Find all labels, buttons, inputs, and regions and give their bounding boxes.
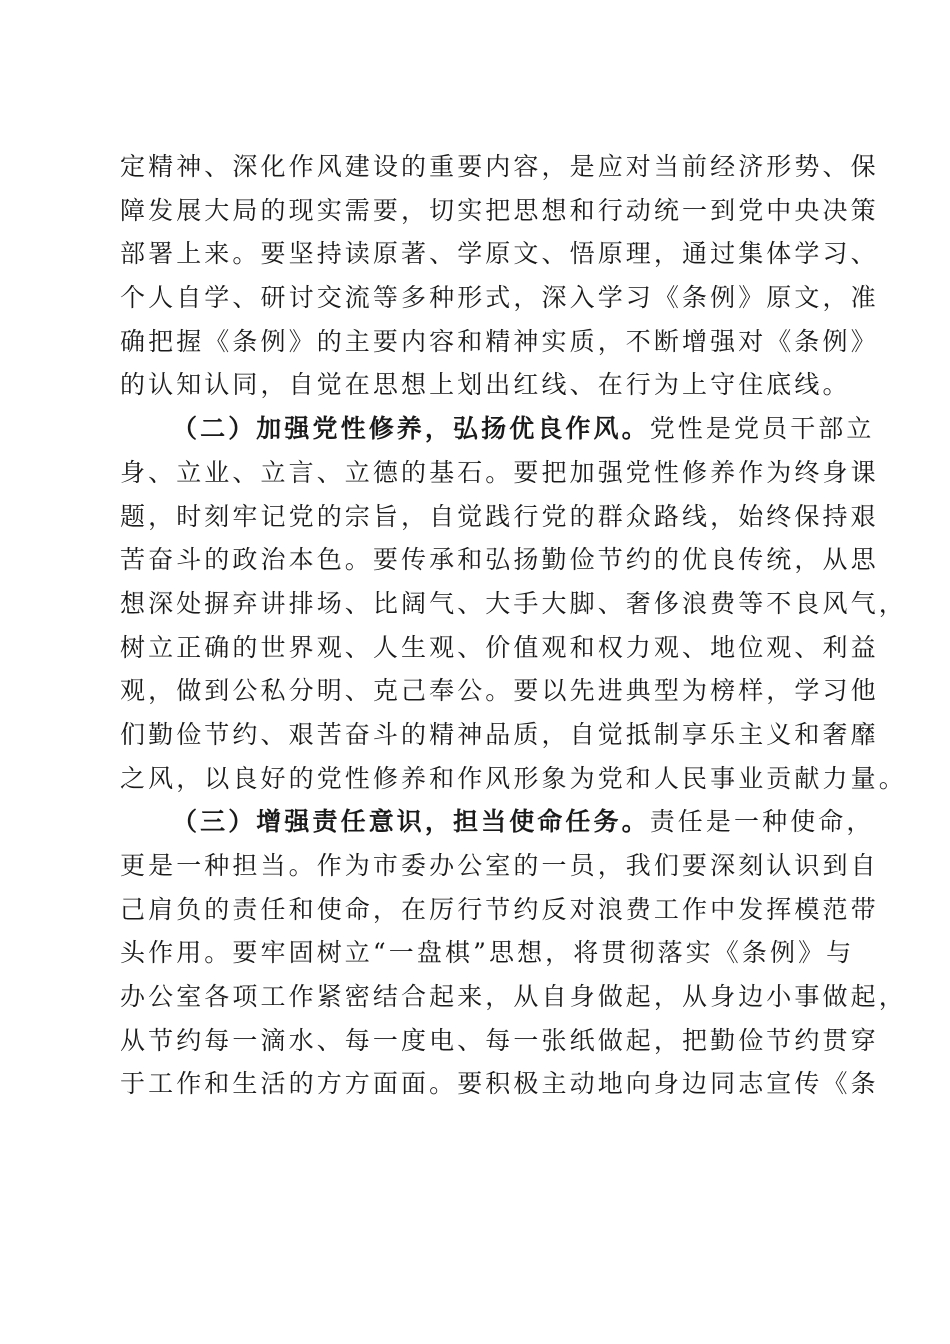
body-line: 更是一种担当。作为市委办公室的一员，我们要深刻认识到自 [120,851,879,880]
body-line: 个人自学、研讨交流等多种形式，深入学习《条例》原文，准 [120,283,879,313]
body-line: 头作用。要牢固树立“一盘棋”思想，将贯彻落实《条例》与 [120,938,855,968]
body-line: 己肩负的责任和使命，在厉行节约反对浪费工作中发挥模范带 [120,894,879,924]
body-line: 们勤俭节约、艰苦奋斗的精神品质，自觉抵制享乐主义和奢靡 [120,719,879,749]
body-line: 于工作和生活的方方面面。要积极主动地向身边同志宣传《条 [120,1069,879,1099]
section-heading-2: （二）加强党性修养，弘扬优良作风。 [172,414,650,444]
body-line: 的认知认同，自觉在思想上划出红线、在行为上守住底线。 [120,370,851,400]
body-line: 想深处摒弃讲排场、比阔气、大手大脚、奢侈浪费等不良风气， [120,588,907,618]
body-line: 苦奋斗的政治本色。要传承和弘扬勤俭节约的优良传统，从思 [120,545,879,575]
body-line: 办公室各项工作紧密结合起来，从自身做起，从身边小事做起， [120,982,907,1012]
body-line: 题，时刻牢记党的宗旨，自觉践行党的群众路线，始终保持艰 [120,501,879,531]
body-line: 障发展大局的现实需要，切实把思想和行动统一到党中央决策 [120,195,879,225]
body-text: 责任是一种使命， [649,807,875,837]
body-line: 从节约每一滴水、每一度电、每一张纸做起，把勤俭节约贯穿 [120,1025,879,1055]
body-line: 定精神、深化作风建设的重要内容，是应对当前经济形势、保 [120,152,879,181]
body-line: 身、立业、立言、立德的基石。要把加强党性修养作为终身课 [120,457,879,487]
section-heading-3: （三）增强责任意识，担当使命任务。 [172,807,650,837]
body-line: 之风，以良好的党性修养和作风形象为党和人民事业贡献力量。 [120,763,907,793]
body-line: 树立正确的世界观、人生观、价值观和权力观、地位观、利益 [120,632,879,662]
section-heading-line [120,407,875,451]
body-line: 观，做到公私分明、克己奉公。要以先进典型为榜样，学习他 [120,676,879,706]
body-line: 部署上来。要坚持读原著、学原文、悟原理，通过集体学习、 [120,239,879,269]
body-text: 党性是党员干部立 [649,414,875,444]
section-heading-line [120,800,875,844]
document-body [120,145,907,1106]
body-line: 确把握《条例》的主要内容和精神实质，不断增强对《条例》 [120,326,879,356]
